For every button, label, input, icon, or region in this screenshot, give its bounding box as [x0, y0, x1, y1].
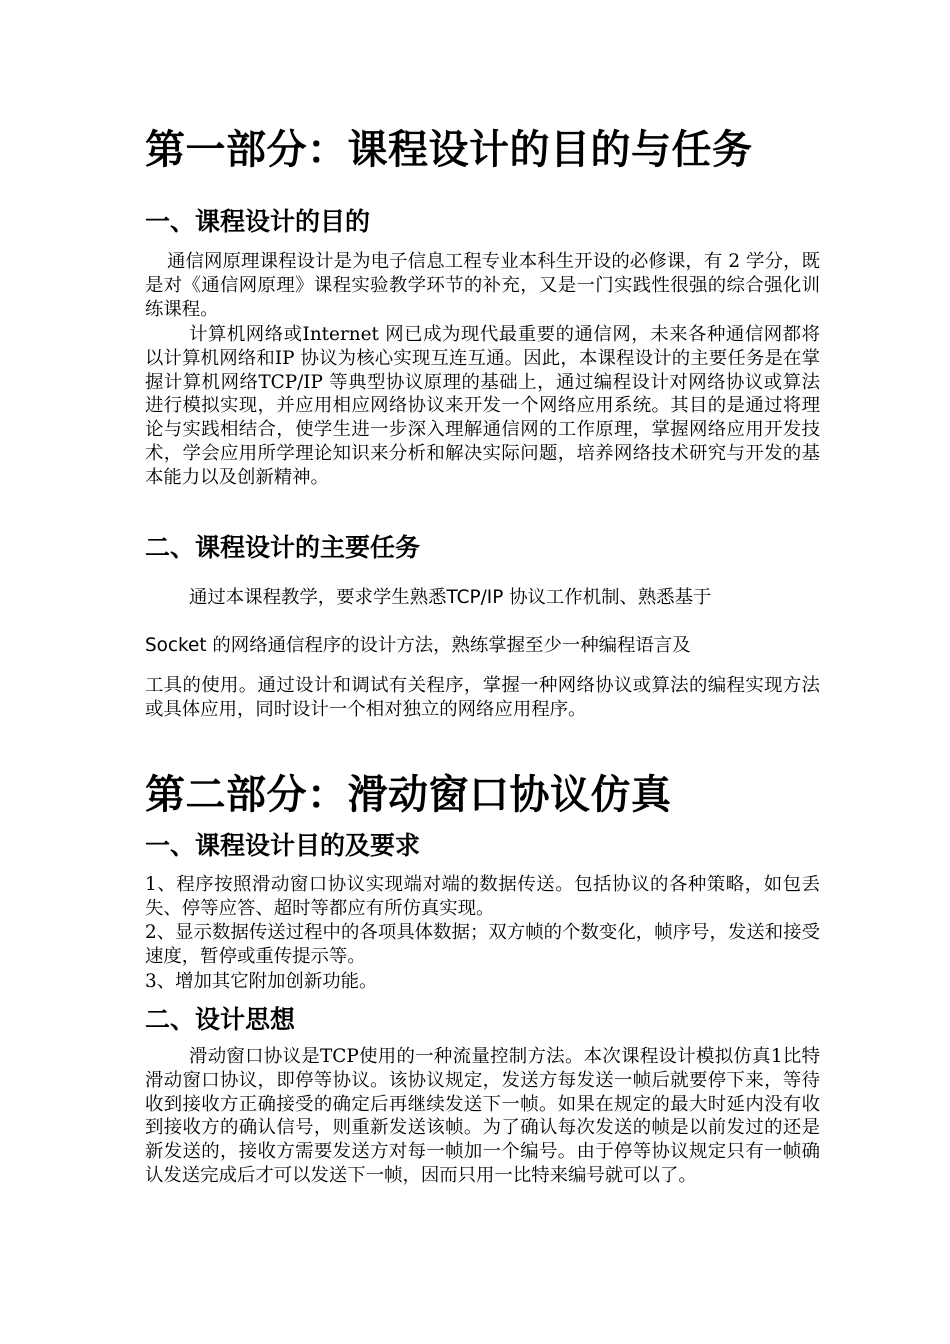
part2-requirement-1: 1、程序按照滑动窗口协议实现端对端的数据传送。包括协议的各种策略，如包丢失、停等应答、超时等都应有所仿真实现。 — [145, 874, 820, 919]
part2-section2-heading: 二、设计思想 — [145, 1005, 296, 1034]
task-line1-text-a: 通过本课程教学，要求学生熟悉 — [189, 587, 447, 608]
task-line1-text-c: 协议工作机制、熟悉基于 — [503, 587, 712, 608]
part2-requirement-3: 3、增加其它附加创新功能。 — [145, 971, 378, 992]
task-line2-text-b: 的网络通信程序的设计方法，熟练掌握至少一种编程语言及 — [206, 635, 691, 656]
part2-title: 第二部分：滑动窗口协议仿真 — [145, 771, 672, 818]
part1-section1-para2: 计算机网络或Internet 网已成为现代最重要的通信网，未来各种通信网都将以计算机网络和IP 协议为核心实现互连互通。因此，本课程设计的主要任务是在掌握计算机网络TCP/IP 等典型协议原理的基础上，通过编程设计对网络协议或算法进行模拟实现，并应用相应网络协议来开发一个网络应用系统。其目的是通过将理论与实践相结合，使学生进一步深入理解通信网的工作原理，掌握网络应用开发技术，学会应用所学理论知识来分析和解决实际问题，培养网络技术研究与开发的基本能力以及创新精神。 — [145, 324, 820, 488]
task-line1-tcpip: TCP/IP — [446, 587, 504, 608]
part2-section1-heading: 一、课程设计目的及要求 — [145, 831, 421, 860]
part2-requirement-2: 2、显示数据传送过程中的各项具体数据；双方帧的个数变化，帧序号，发送和接受速度，暂停或重传提示等。 — [145, 922, 820, 967]
part1-title: 第一部分：课程设计的目的与任务 — [145, 126, 753, 173]
part1-section2-line1 — [145, 586, 820, 610]
part1-section2-heading: 二、课程设计的主要任务 — [145, 533, 421, 562]
part2-section2-para: 滑动窗口协议是TCP使用的一种流量控制方法。本次课程设计模拟仿真1比特滑动窗口协议，即停等协议。该协议规定，发送方每发送一帧后就要停下来，等待收到接收方正确接受的确定后再继续发送下一帧。如果在规定的最大时延内没有收到接收方的确认信号，则重新发送该帧。为了确认每次发送的帧是以前发过的还是新发送的，接收方需要发送方对每一帧加一个编号。由于停等协议规定只有一帧确认发送完成后才可以发送下一帧，因而只用一比特来编号就可以了。 — [145, 1046, 820, 1186]
part1-section2-line2 — [145, 634, 820, 658]
part1-section1-heading: 一、课程设计的目的 — [145, 207, 371, 236]
task-line2-socket: Socket — [145, 635, 207, 656]
part1-section2-para-rest: 工具的使用。通过设计和调试有关程序，掌握一种网络协议或算法的编程实现方法或具体应用，同时设计一个相对独立的网络应用程序。 — [145, 675, 820, 720]
part1-section1-para1: 通信网原理课程设计是为电子信息工程专业本科生开设的必修课，有 2 学分，既是对《通信网原理》课程实验教学环节的补充，又是一门实践性很强的综合强化训练课程。 — [145, 251, 820, 320]
